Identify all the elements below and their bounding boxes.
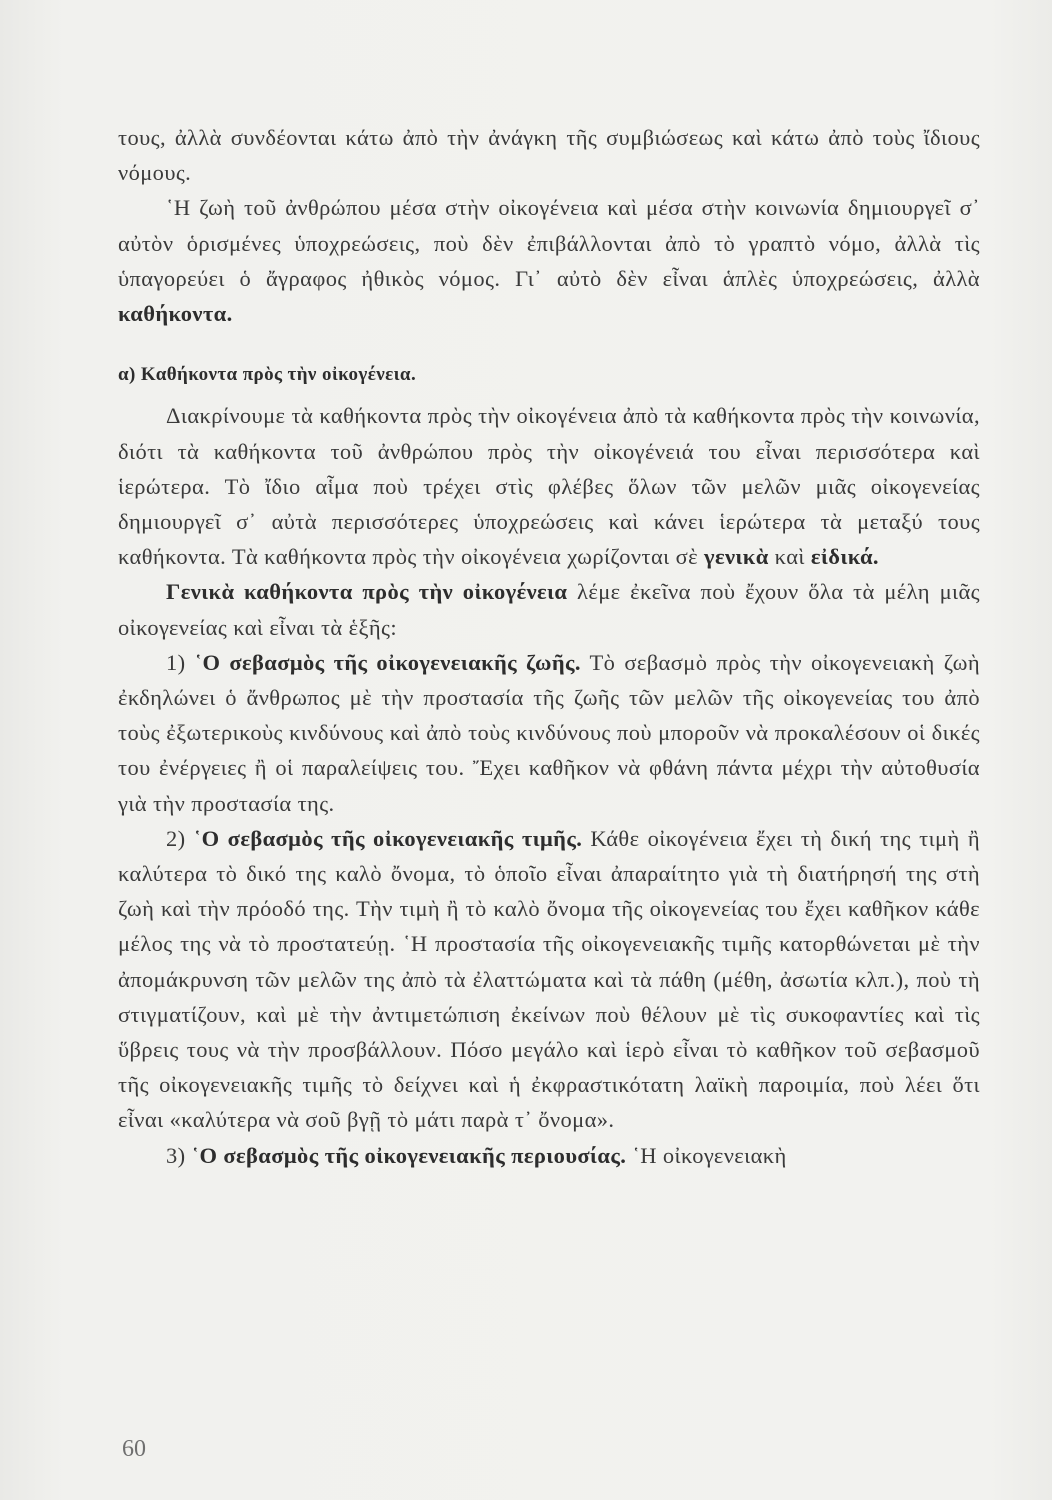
section-heading-a (118, 357, 980, 392)
paragraph-3 (118, 398, 980, 574)
paragraph-3-bold-special: εἰδικά. (810, 544, 879, 570)
paragraph-3-bold-general: γενικὰ (704, 544, 769, 570)
paragraph-2-text: ῾Η ζωὴ τοῦ ἀνθρώπου μέσα στὴν οἰκογένεια καὶ μέσα στὴν κοινωνία δημιουργεῖ σ᾽ αὐτὸν ὁρισμένες ὑποχρεώσεις, ποὺ δὲν ἐπιβάλλονται ἀπὸ τὸ γραπτὸ νόμο, ἀλλὰ τὶς ὑπαγορεύει ὁ ἄγραφος ἠθικὸς νόμος. Γι᾽ αὐτὸ δὲν εἶναι ἁπλὲς ὑποχρεώσεις, ἀλλὰ (118, 195, 980, 291)
paragraph-3-conjunction: καὶ (768, 544, 811, 570)
list-item-3-title: ῾Ο σεβασμὸς τῆς οἰκογενειακῆς περιουσίας. (191, 1142, 627, 1168)
list-item-3 (118, 1138, 980, 1173)
paragraph-1-text: τους, ἀλλὰ συνδέονται κάτω ἀπὸ τὴν ἀνάγκη τῆς συμβιώσεως καὶ κάτω ἀπὸ τοὺς ἴδιους νόμους. (118, 125, 980, 186)
paragraph-4 (118, 574, 980, 644)
list-item-3-number: 3) (166, 1142, 192, 1168)
section-heading-a-text: α) Καθήκοντα πρὸς τὴν οἰκογένεια. (118, 364, 417, 386)
paragraph-4-bold: Γενικὰ καθήκοντα πρὸς τὴν οἰκογένεια (166, 579, 568, 605)
list-item-2 (118, 821, 980, 1138)
paragraph-3-text: Διακρίνουμε τὰ καθήκοντα πρὸς τὴν οἰκογένεια ἀπὸ τὰ καθήκοντα πρὸς τὴν κοινωνία, διότι τὰ καθήκοντα τοῦ ἀνθρώπου πρὸς τὴν οἰκογένειά του εἶναι περισσότερα καὶ ἱερώτερα. Τὸ ἴδιο αἷμα ποὺ τρέχει στὶς φλέβες ὅλων τῶν μελῶν μιᾶς οἰκογενείας δημιουργεῖ σ᾽ αὐτὰ περισσότερες ὑποχρεώσεις καὶ κάνει ἱερώτερα τὰ μεταξύ τους καθήκοντα. Τὰ καθήκοντα πρὸς τὴν οἰκογένεια χωρίζονται σὲ (118, 403, 980, 570)
body-text (118, 120, 980, 1173)
list-item-3-text: ῾Η οἰκογενειακὴ (626, 1142, 787, 1168)
list-item-1-text: Τὸ σεβασμὸ πρὸς τὴν οἰκογενειακὴ ζωὴ ἐκδηλώνει ὁ ἄνθρωπος μὲ τὴν προστασία τῆς ζωῆς τῶν μελῶν τῆς οἰκογενείας του ἀπὸ τοὺς ἐξωτερικοὺς κινδύνους καὶ ἀπὸ τοὺς κινδύνους ποὺ μποροῦν νὰ προκαλέσουν οἱ δικές του ἐνέργειες ἢ οἱ παραλείψεις του. Ἔχει καθῆκον νὰ φθάνη πάντα μέχρι τὴν αὐτοθυσία γιὰ τὴν προστασία της. (118, 649, 980, 816)
paragraph-1 (118, 120, 980, 190)
list-item-1-title: ῾Ο σεβασμὸς τῆς οἰκογενειακῆς ζωῆς. (194, 649, 581, 675)
paragraph-4-text: λέμε ἐκεῖνα ποὺ ἔχουν ὅλα τὰ μέλη μιᾶς οἰκογενείας καὶ εἶναι τὰ ἑξῆς: (118, 579, 980, 640)
list-item-2-number: 2) (166, 825, 194, 851)
list-item-1-number: 1) (166, 649, 195, 675)
list-item-1 (118, 645, 980, 821)
page-number: 60 (122, 1436, 146, 1462)
paragraph-2 (118, 190, 980, 331)
paragraph-2-bold: καθήκοντα. (118, 301, 233, 327)
list-item-2-title: ῾Ο σεβασμὸς τῆς οἰκογενειακῆς τιμῆς. (193, 825, 583, 851)
list-item-2-text: Κάθε οἰκογένεια ἔχει τὴ δική της τιμὴ ἢ καλύτερα τὸ δικό της καλὸ ὄνομα, τὸ ὁποῖο εἶναι ἀπαραίτητο γιὰ τὴ διατήρησή της στὴ ζωὴ καὶ τὴν πρόοδό της. Τὴν τιμὴ ἢ τὸ καλὸ ὄνομα τῆς οἰκογενείας του ἔχει καθῆκον κάθε μέλος της νὰ τὸ προστατεύῃ. ῾Η προστασία τῆς οἰκογενειακῆς τιμῆς κατορθώνεται μὲ τὴν ἀπομάκρυνση τῶν μελῶν της ἀπὸ τὰ ἐλαττώματα καὶ τὰ πάθη (μέθη, ἀσωτία κλπ.), ποὺ τὴ στιγματίζουν, καὶ μὲ τὴν ἀντιμετώπιση ἐκείνων ποὺ θέλουν μὲ τὶς συκοφαντίες καὶ τὶς ὕβρεις τους νὰ τὴν προσβάλλουν. Πόσο μεγάλο καὶ ἱερὸ εἶναι τὸ καθῆκον τοῦ σεβασμοῦ τῆς οἰκογενειακῆς τιμῆς τὸ δείχνει καὶ ἡ ἐκφραστικότατη λαϊκὴ παροιμία, ποὺ λέει ὅτι εἶναι «καλύτερα νὰ σοῦ βγῇ τὸ μάτι παρὰ τ᾽ ὄνομα». (118, 825, 980, 1133)
